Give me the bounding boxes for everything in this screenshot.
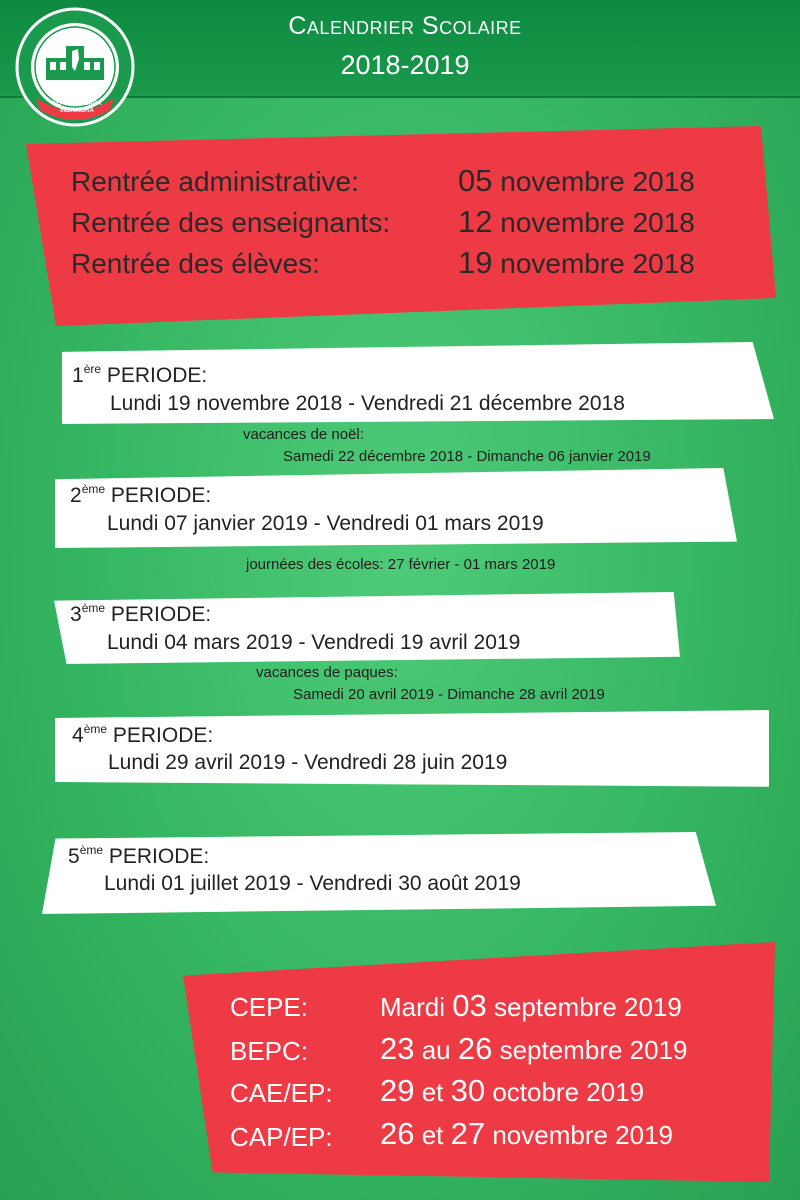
period-2-sup: ème bbox=[81, 482, 106, 496]
exam-cepe-n1: 03 bbox=[452, 988, 487, 1023]
logo-motto bbox=[38, 94, 116, 115]
period-3-num: 3 bbox=[70, 603, 82, 626]
period-5-title bbox=[68, 843, 209, 869]
period-2-title bbox=[70, 482, 211, 508]
period-3-word: PERIODE: bbox=[110, 603, 212, 626]
paques-dates: Samedi 20 avril 2019 - Dimanche 28 avril 2019 bbox=[293, 686, 605, 703]
exam-caeep-mid: et bbox=[414, 1077, 451, 1107]
noel-dates: Samedi 22 décembre 2018 - Dimanche 06 janvier 2019 bbox=[283, 448, 651, 465]
exam-caeep-n1: 29 bbox=[380, 1073, 415, 1108]
period-4-sup: ème bbox=[83, 722, 108, 736]
period-1-num: 1 bbox=[72, 364, 84, 387]
exam-capep-n2: 27 bbox=[450, 1116, 486, 1151]
exam-capep-post: novembre 2019 bbox=[485, 1120, 674, 1150]
period-2-num: 2 bbox=[70, 484, 82, 507]
logo-motto-line2: NO LOVA TSARA INDRINDRA bbox=[52, 101, 102, 114]
rentree-teachers-date bbox=[458, 204, 695, 240]
exam-bepc-n2: 26 bbox=[457, 1031, 493, 1066]
period-3-sup: ème bbox=[81, 601, 106, 615]
period-2-range: Lundi 07 janvier 2019 - Vendredi 01 mars 2019 bbox=[107, 512, 544, 535]
rentree-teachers-day: 12 bbox=[458, 204, 493, 239]
rentree-students-day: 19 bbox=[458, 245, 493, 280]
rentree-admin-label: Rentrée administrative: bbox=[71, 166, 359, 197]
exam-bepc-post: septembre 2019 bbox=[492, 1035, 688, 1065]
page-title: Calendrier Scolaire bbox=[288, 12, 522, 40]
exam-bepc-mid: au bbox=[414, 1035, 458, 1065]
rentree-admin-day: 05 bbox=[458, 163, 493, 198]
period-5-num: 5 bbox=[68, 845, 80, 868]
period-5-word: PERIODE: bbox=[108, 845, 210, 868]
period-card-2 bbox=[55, 468, 737, 548]
rentree-students-date bbox=[458, 245, 695, 281]
exam-cepe-label: CEPE: bbox=[230, 992, 309, 1022]
exam-capep-mid: et bbox=[414, 1120, 451, 1150]
exam-bepc-date bbox=[380, 1031, 687, 1067]
rentree-admin-date bbox=[458, 163, 695, 199]
exam-capep-label: CAP/EP: bbox=[230, 1122, 333, 1152]
period-4-word: PERIODE: bbox=[112, 724, 214, 747]
exam-cepe-post: septembre 2019 bbox=[486, 992, 682, 1022]
exam-caeep-label: CAE/EP: bbox=[230, 1078, 333, 1108]
period-4-title bbox=[72, 722, 213, 748]
period-1-range: Lundi 19 novembre 2018 - Vendredi 21 décembre 2018 bbox=[110, 392, 625, 415]
journees-ecoles: journées des écoles: 27 février - 01 mars 2019 bbox=[246, 556, 556, 573]
logo-motto-line1: NY FIANARANA bbox=[54, 94, 100, 100]
rentree-students-label: Rentrée des élèves: bbox=[71, 248, 321, 279]
exam-caeep-post: octobre 2019 bbox=[485, 1077, 645, 1107]
exam-bepc-n1: 23 bbox=[380, 1031, 415, 1066]
rentree-students-rest: novembre 2018 bbox=[500, 248, 695, 279]
period-1-word: PERIODE: bbox=[106, 364, 208, 387]
exam-bepc-label: BEPC: bbox=[230, 1036, 309, 1066]
period-3-range: Lundi 04 mars 2019 - Vendredi 19 avril 2019 bbox=[107, 631, 521, 654]
exam-caeep-n2: 30 bbox=[450, 1073, 486, 1108]
rentree-teachers-rest: novembre 2018 bbox=[500, 207, 695, 238]
rentree-teachers-label: Rentrée des enseignants: bbox=[71, 207, 391, 238]
exam-capep-n1: 26 bbox=[380, 1116, 415, 1151]
period-5-range: Lundi 01 juillet 2019 - Vendredi 30 août 2019 bbox=[104, 872, 521, 895]
noel-label: vacances de noël: bbox=[243, 426, 364, 443]
exam-caeep-date bbox=[380, 1073, 644, 1109]
period-5-sup: ème bbox=[79, 843, 104, 857]
period-2-word: PERIODE: bbox=[110, 484, 212, 507]
period-4-num: 4 bbox=[72, 724, 84, 747]
exam-capep-date bbox=[380, 1116, 673, 1152]
exam-cepe-pre: Mardi bbox=[380, 992, 453, 1022]
period-3-title bbox=[70, 601, 211, 627]
period-1-title bbox=[72, 362, 207, 388]
exam-cepe-date bbox=[380, 988, 682, 1024]
rentree-admin-rest: novembre 2018 bbox=[500, 166, 695, 197]
period-1-sup: ère bbox=[83, 362, 102, 376]
paques-label: vacances de paques: bbox=[256, 664, 398, 681]
period-4-range: Lundi 29 avril 2019 - Vendredi 28 juin 2019 bbox=[108, 751, 508, 774]
school-year: 2018-2019 bbox=[340, 50, 470, 80]
